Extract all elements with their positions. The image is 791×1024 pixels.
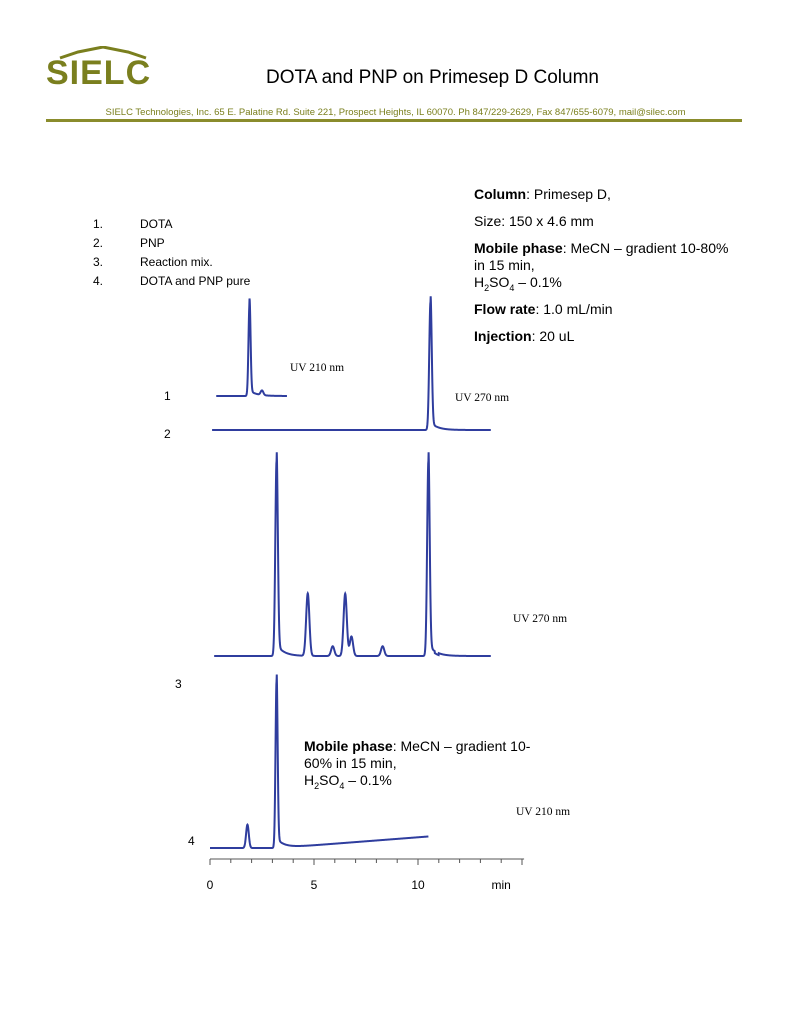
acid-subscript: 2 bbox=[314, 780, 320, 791]
column-value: : Primesep D, bbox=[526, 186, 611, 202]
injection-label: Injection bbox=[474, 328, 532, 344]
x-axis-label: min bbox=[491, 878, 511, 892]
legend-number: 1. bbox=[93, 217, 104, 231]
trace-number-3: 3 bbox=[175, 677, 182, 691]
logo-text: SIELC bbox=[46, 54, 152, 92]
injection-value: : 20 uL bbox=[531, 328, 575, 344]
acid-subscript: 4 bbox=[509, 282, 515, 293]
chromatogram-traces bbox=[210, 296, 491, 848]
company-address: SIELC Technologies, Inc. 65 E. Palatine Rd. Suite 221, Prospect Heights, IL 60070. Ph 847/229-2629, Fax 847/655-6079, mail@silec.com bbox=[105, 107, 686, 118]
acid-subscript: 2 bbox=[484, 282, 490, 293]
page-title: DOTA and PNP on Primesep D Column bbox=[266, 67, 599, 88]
acid-part: – 0.1% bbox=[514, 274, 562, 290]
acid-part: SO bbox=[319, 772, 340, 788]
trace-number-2: 2 bbox=[164, 427, 171, 441]
legend-number: 4. bbox=[93, 274, 104, 288]
legend-label: DOTA and PNP pure bbox=[140, 274, 251, 288]
size-line: Size: 150 x 4.6 mm bbox=[474, 213, 594, 229]
mobile-phase-label: Mobile phase bbox=[474, 240, 563, 256]
detection-label-trace4: UV 210 nm bbox=[516, 806, 571, 818]
mobile-phase-label: Mobile phase bbox=[304, 738, 393, 754]
flow-rate-value: : 1.0 mL/min bbox=[535, 301, 613, 317]
x-tick-label: 5 bbox=[310, 878, 318, 892]
acid-part: H bbox=[474, 274, 485, 290]
acid-part: H bbox=[304, 772, 315, 788]
mobile-phase-value: : MeCN – gradient 10-80% in 15 min, bbox=[474, 240, 729, 273]
acid-part: SO bbox=[489, 274, 510, 290]
series-line-2 bbox=[212, 296, 491, 430]
detection-label-trace1: UV 210 nm bbox=[290, 362, 345, 374]
series-line-4 bbox=[210, 675, 428, 848]
detection-label-trace2: UV 270 nm bbox=[455, 392, 510, 404]
column-label: Column bbox=[474, 186, 527, 202]
series-line-1 bbox=[216, 298, 287, 396]
x-axis bbox=[207, 859, 524, 892]
flow-rate-label: Flow rate bbox=[474, 301, 536, 317]
legend-number: 2. bbox=[93, 236, 104, 250]
legend-label: DOTA bbox=[140, 217, 173, 231]
legend-label: Reaction mix. bbox=[140, 255, 213, 269]
legend-label: PNP bbox=[140, 236, 165, 250]
mobile-phase-value: : MeCN – gradient 10-60% in 15 min, bbox=[304, 738, 531, 771]
x-tick-label: 0 bbox=[206, 878, 214, 892]
acid-part: – 0.1% bbox=[344, 772, 392, 788]
legend-number: 3. bbox=[93, 255, 104, 269]
acid-subscript: 4 bbox=[339, 780, 345, 791]
series-line-3 bbox=[214, 452, 491, 656]
trace-number-1: 1 bbox=[164, 389, 171, 403]
detection-label-trace3: UV 270 nm bbox=[513, 613, 568, 625]
trace-number-4: 4 bbox=[188, 834, 195, 848]
x-tick-label: 10 bbox=[411, 878, 425, 892]
